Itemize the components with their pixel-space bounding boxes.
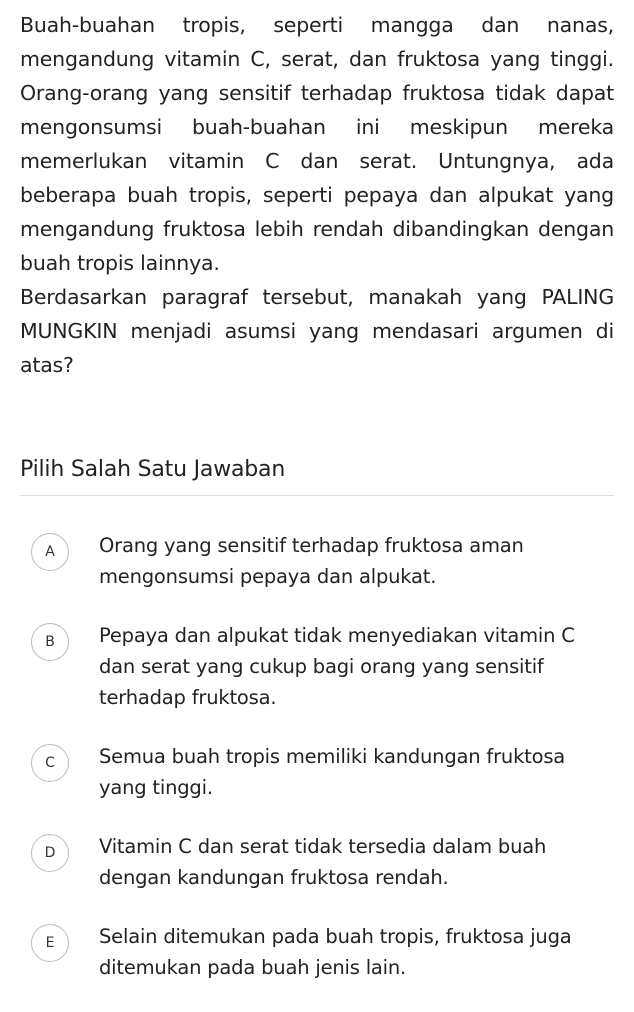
option-e[interactable]	[20, 921, 614, 983]
answer-section-title: Pilih Salah Satu Jawaban	[20, 455, 614, 496]
option-a[interactable]	[20, 530, 614, 592]
option-b-letter[interactable]: B	[31, 623, 69, 661]
question-paragraph: Buah-buahan tropis, seperti mangga dan nanas, mengandung vitamin C, serat, dan fruktosa yang tinggi. Orang-orang yang sensitif terhadap fruktosa tidak dapat mengonsumsi buah-buahan ini meskipun mereka memerlukan vitamin C dan serat. Untungnya, ada beberapa buah tropis, seperti pepaya dan alpukat yang mengandung fruktosa lebih rendah dibandingkan dengan buah tropis lainnya.	[20, 13, 614, 275]
option-e-letter[interactable]: E	[31, 924, 69, 962]
answer-options	[20, 530, 614, 983]
option-a-text[interactable]: Orang yang sensitif terhadap fruktosa aman mengonsumsi pepaya dan alpukat.	[99, 534, 524, 588]
option-c[interactable]	[20, 741, 614, 803]
option-b-text[interactable]: Pepaya dan alpukat tidak menyediakan vitamin C dan serat yang cukup bagi orang yang sensitif terhadap fruktosa.	[99, 624, 575, 709]
option-c-letter[interactable]: C	[31, 744, 69, 782]
option-d-text[interactable]: Vitamin C dan serat tidak tersedia dalam buah dengan kandungan fruktosa rendah.	[99, 835, 547, 889]
option-e-text[interactable]: Selain ditemukan pada buah tropis, fruktosa juga ditemukan pada buah jenis lain.	[99, 925, 572, 979]
option-b[interactable]	[20, 620, 614, 713]
option-c-text[interactable]: Semua buah tropis memiliki kandungan fruktosa yang tinggi.	[99, 745, 566, 799]
option-d[interactable]	[20, 831, 614, 893]
option-a-letter[interactable]: A	[31, 533, 69, 571]
question-prompt: Berdasarkan paragraf tersebut, manakah yang PALING MUNGKIN menjadi asumsi yang mendasari argumen di atas?	[20, 285, 614, 377]
option-d-letter[interactable]: D	[31, 834, 69, 872]
question-block	[20, 8, 614, 382]
